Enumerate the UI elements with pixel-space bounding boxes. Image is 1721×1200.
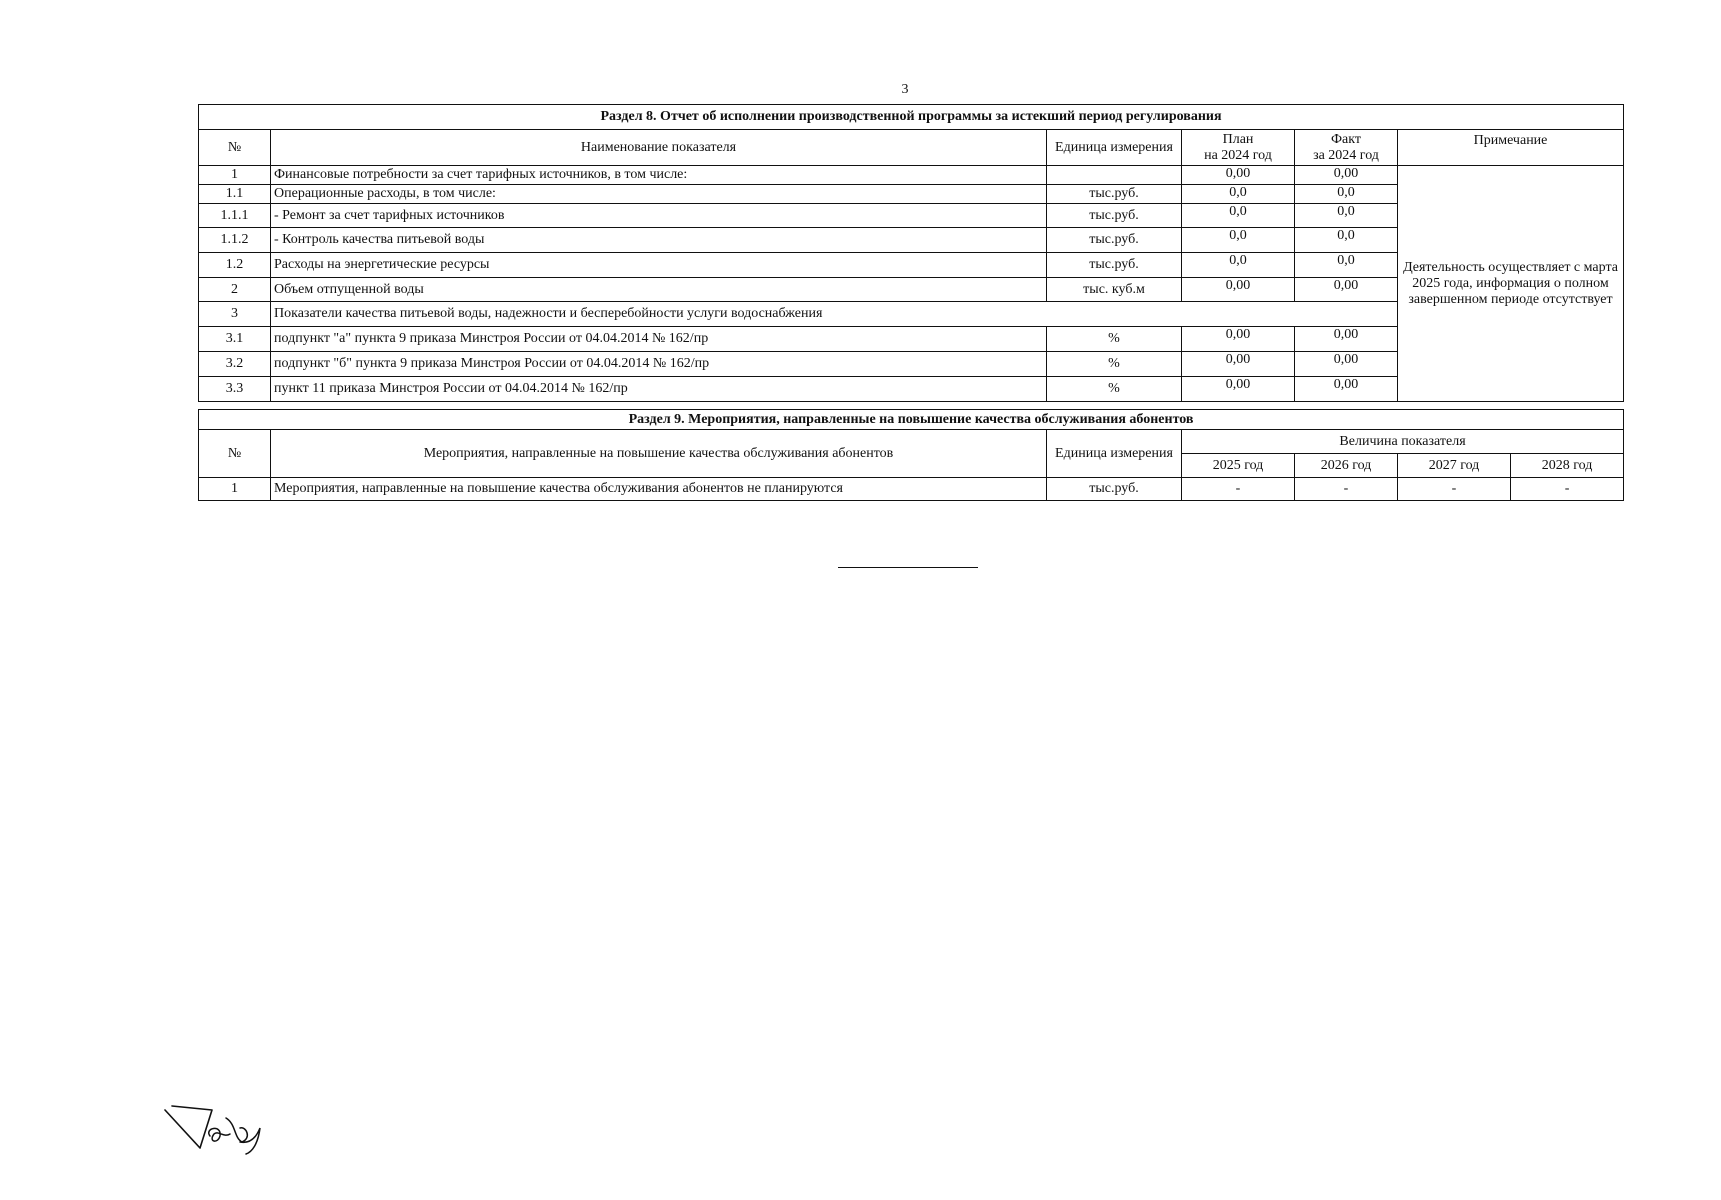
row-num: 2	[199, 278, 271, 302]
row-unit: тыс.руб.	[1047, 253, 1182, 278]
header-year: 2027 год	[1398, 454, 1511, 478]
row-fact: 0,00	[1295, 278, 1398, 302]
row-unit: тыс. куб.м	[1047, 278, 1182, 302]
section9-table	[198, 409, 1624, 501]
row-value: -	[1295, 478, 1398, 501]
row-name: - Ремонт за счет тарифных источников	[271, 204, 1047, 228]
header-year: 2028 год	[1511, 454, 1624, 478]
row-unit	[1047, 166, 1182, 185]
row-num: 1	[199, 166, 271, 185]
page-number: 3	[901, 82, 909, 97]
row-fact: 0,0	[1295, 253, 1398, 278]
row-num: 3.2	[199, 352, 271, 377]
header-num: №	[199, 430, 271, 478]
row-plan: 0,0	[1182, 228, 1295, 253]
row-unit: тыс.руб.	[1047, 228, 1182, 253]
row-value: -	[1182, 478, 1295, 501]
row-name: Расходы на энергетические ресурсы	[271, 253, 1047, 278]
end-rule	[838, 567, 978, 568]
row-plan: 0,0	[1182, 185, 1295, 204]
row-plan: 0,00	[1182, 327, 1295, 352]
section9-title: Раздел 9. Мероприятия, направленные на повышение качества обслуживания абонентов	[199, 410, 1624, 430]
row-name: - Контроль качества питьевой воды	[271, 228, 1047, 253]
table-row	[199, 478, 1624, 501]
row-num: 1.1.2	[199, 228, 271, 253]
row-num: 1.1	[199, 185, 271, 204]
row-fact: 0,00	[1295, 377, 1398, 402]
row-num: 1	[199, 478, 271, 501]
row-name: Финансовые потребности за счет тарифных источников, в том числе:	[271, 166, 1047, 185]
row-name: пункт 11 приказа Минстроя России от 04.04.2014 № 162/пр	[271, 377, 1047, 402]
header-name: Мероприятия, направленные на повышение качества обслуживания абонентов	[271, 430, 1047, 478]
row-plan: 0,00	[1182, 377, 1295, 402]
row-num: 3.3	[199, 377, 271, 402]
row-unit: %	[1047, 377, 1182, 402]
header-fact	[1295, 130, 1398, 166]
header-unit: Единица измерения	[1047, 430, 1182, 478]
header-unit: Единица измерения	[1047, 130, 1182, 166]
header-plan	[1182, 130, 1295, 166]
signature	[160, 1098, 280, 1158]
row-unit: %	[1047, 327, 1182, 352]
row-plan: 0,00	[1182, 352, 1295, 377]
row-fact: 0,0	[1295, 185, 1398, 204]
header-year: 2026 год	[1295, 454, 1398, 478]
row-fact: 0,0	[1295, 228, 1398, 253]
header-note: Примечание	[1398, 130, 1624, 166]
header-value: Величина показателя	[1182, 430, 1624, 454]
row-name: подпункт "а" пункта 9 приказа Минстроя России от 04.04.2014 № 162/пр	[271, 327, 1047, 352]
row-name: Операционные расходы, в том числе:	[271, 185, 1047, 204]
row-plan: 0,0	[1182, 204, 1295, 228]
row-fact: 0,00	[1295, 352, 1398, 377]
row-num: 1.2	[199, 253, 271, 278]
row-unit: тыс.руб.	[1047, 204, 1182, 228]
row-num: 1.1.1	[199, 204, 271, 228]
row-unit: тыс.руб.	[1047, 478, 1182, 501]
row-plan: 0,0	[1182, 253, 1295, 278]
row-num: 3	[199, 302, 271, 327]
row-fact: 0,00	[1295, 327, 1398, 352]
row-fact: 0,00	[1295, 166, 1398, 185]
header-plan-line1: План	[1222, 131, 1254, 147]
row-num: 3.1	[199, 327, 271, 352]
row-fact: 0,0	[1295, 204, 1398, 228]
table-row	[199, 166, 1624, 185]
header-name: Наименование показателя	[271, 130, 1047, 166]
section8-title: Раздел 8. Отчет об исполнении производственной программы за истекший период регулирования	[199, 105, 1624, 130]
row-name: подпункт "б" пункта 9 приказа Минстроя России от 04.04.2014 № 162/пр	[271, 352, 1047, 377]
row-name: Мероприятия, направленные на повышение качества обслуживания абонентов не планируются	[271, 478, 1047, 501]
row-value: -	[1398, 478, 1511, 501]
row-plan: 0,00	[1182, 166, 1295, 185]
note-cell: Деятельность осуществляет с марта 2025 года, информация о полном завершенном периоде отсутствует	[1398, 166, 1624, 402]
row-plan: 0,00	[1182, 278, 1295, 302]
row-name: Показатели качества питьевой воды, надежности и бесперебойности услуги водоснабжения	[271, 302, 1398, 327]
header-plan-line2: на 2024 год	[1204, 147, 1272, 163]
row-name: Объем отпущенной воды	[271, 278, 1047, 302]
row-unit: %	[1047, 352, 1182, 377]
row-value: -	[1511, 478, 1624, 501]
row-unit: тыс.руб.	[1047, 185, 1182, 204]
section8-table	[198, 104, 1624, 402]
header-fact-line1: Факт	[1330, 131, 1361, 147]
header-num: №	[199, 130, 271, 166]
header-fact-line2: за 2024 год	[1313, 147, 1379, 163]
header-year: 2025 год	[1182, 454, 1295, 478]
